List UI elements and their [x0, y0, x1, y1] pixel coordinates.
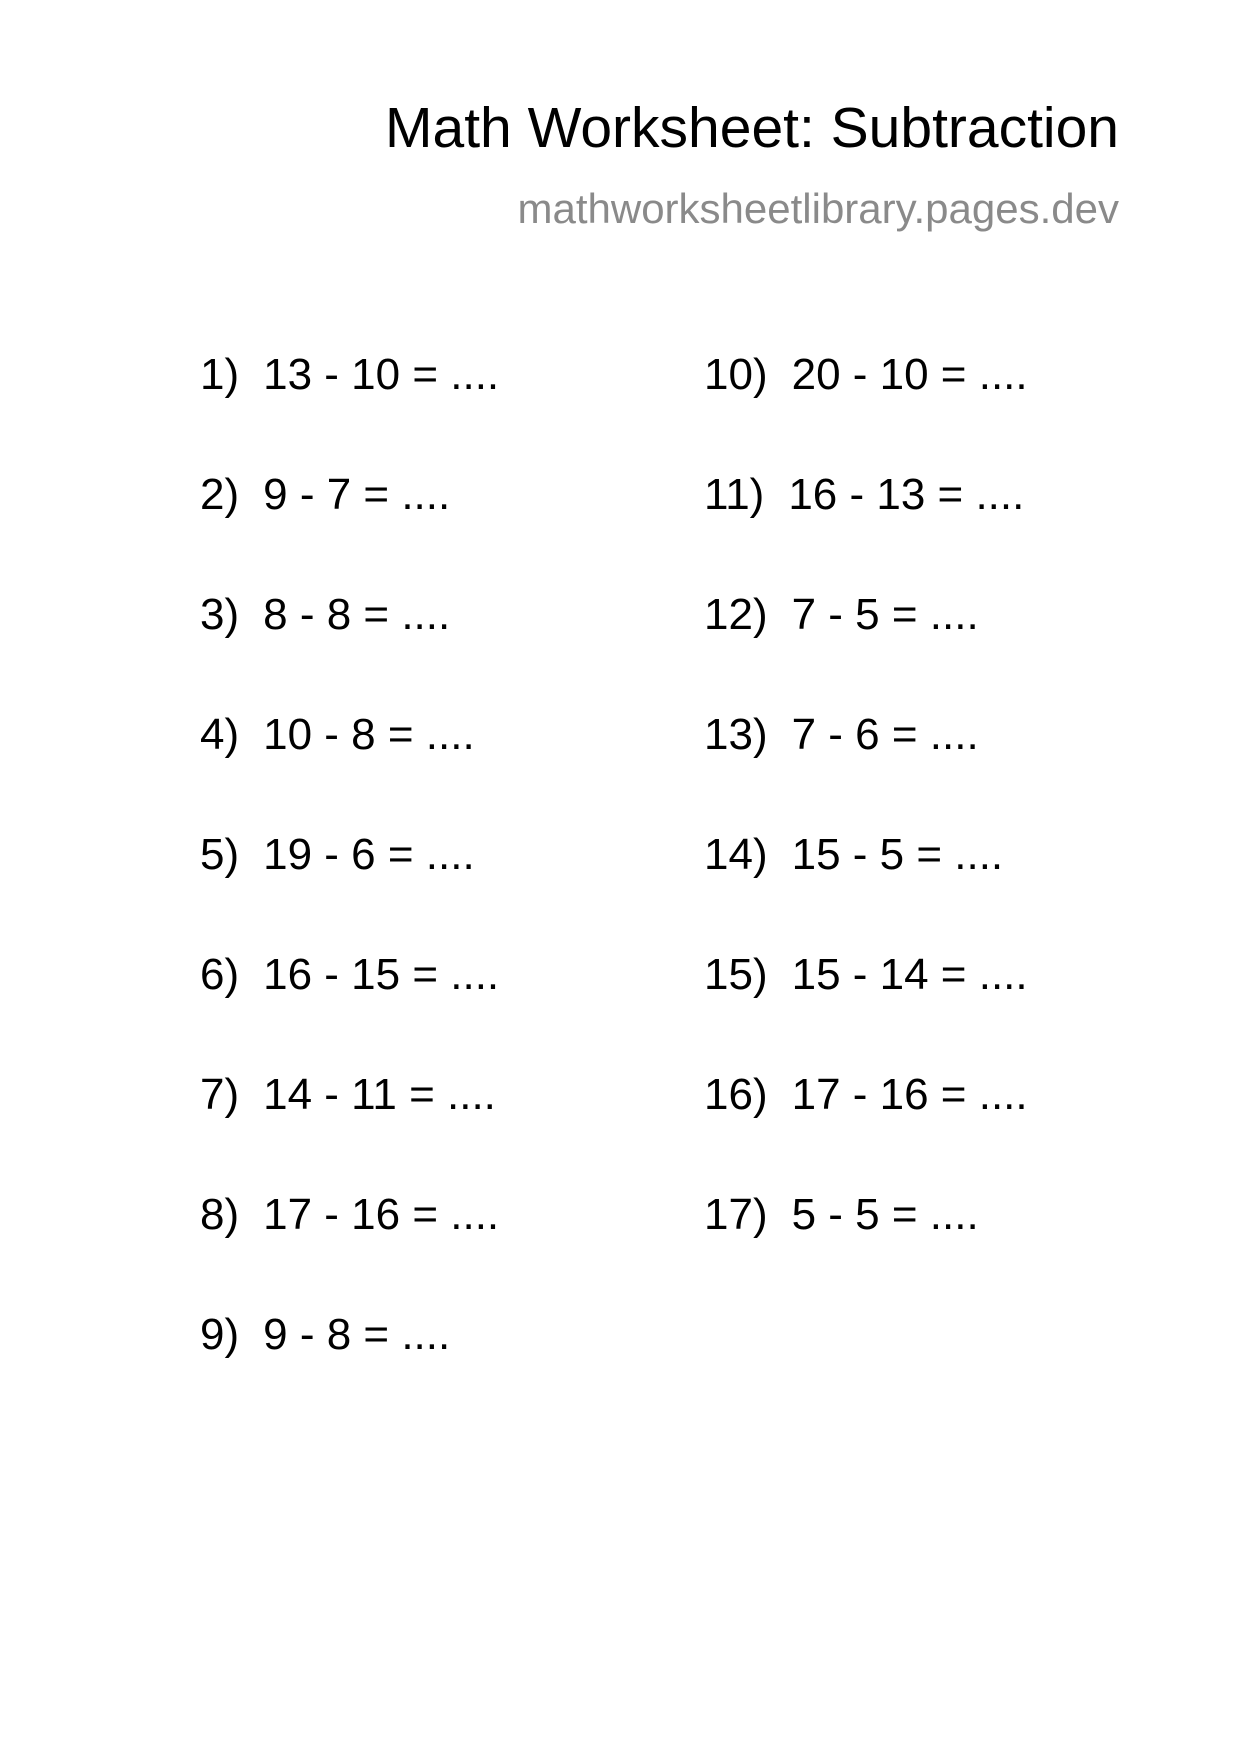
site-url: mathworksheetlibrary.pages.dev — [517, 185, 1119, 232]
problem-item — [200, 1309, 499, 1429]
problem-number: 8) — [200, 1190, 240, 1239]
problem-expression: 10 - 8 = .... — [263, 710, 475, 759]
problem-number: 4) — [200, 710, 240, 759]
problem-item — [704, 349, 1028, 469]
problem-item — [704, 469, 1028, 589]
problem-item — [200, 1189, 499, 1309]
problem-item — [200, 589, 499, 709]
problem-expression: 5 - 5 = .... — [791, 1190, 979, 1239]
problem-expression: 7 - 5 = .... — [791, 590, 979, 639]
problem-expression: 16 - 13 = .... — [788, 470, 1025, 519]
problem-expression: 8 - 8 = .... — [263, 590, 451, 639]
problem-expression: 13 - 10 = .... — [263, 350, 500, 399]
problem-item — [200, 349, 499, 469]
problem-item — [704, 1069, 1028, 1189]
problem-number: 6) — [200, 950, 240, 999]
problem-expression: 20 - 10 = .... — [791, 350, 1028, 399]
problem-expression: 17 - 16 = .... — [263, 1190, 500, 1239]
problem-number: 11) — [704, 470, 765, 519]
problem-item — [200, 469, 499, 589]
problem-expression: 7 - 6 = .... — [791, 710, 979, 759]
problem-expression: 15 - 14 = .... — [791, 950, 1028, 999]
worksheet-header — [385, 96, 1119, 232]
problem-number: 1) — [200, 350, 240, 399]
problem-column-right — [704, 349, 1028, 1309]
problem-number: 13) — [704, 710, 768, 759]
problem-number: 10) — [704, 350, 768, 399]
problem-number: 3) — [200, 590, 240, 639]
problem-number: 5) — [200, 830, 240, 879]
problem-number: 9) — [200, 1310, 240, 1359]
problem-item — [200, 829, 499, 949]
problem-item — [200, 709, 499, 829]
problem-expression: 9 - 7 = .... — [263, 470, 451, 519]
problem-number: 7) — [200, 1070, 240, 1119]
problem-item — [704, 1189, 1028, 1309]
problem-expression: 15 - 5 = .... — [791, 830, 1004, 879]
problem-column-left — [200, 349, 499, 1429]
problem-expression: 9 - 8 = .... — [263, 1310, 451, 1359]
problem-number: 2) — [200, 470, 240, 519]
problem-number: 16) — [704, 1070, 768, 1119]
problem-number: 15) — [704, 950, 768, 999]
problem-item — [704, 709, 1028, 829]
problem-number: 17) — [704, 1190, 768, 1239]
problem-expression: 19 - 6 = .... — [263, 830, 475, 879]
problem-expression: 17 - 16 = .... — [791, 1070, 1028, 1119]
problem-number: 12) — [704, 590, 768, 639]
problem-item — [200, 949, 499, 1069]
problem-expression: 14 - 11 = .... — [263, 1070, 496, 1119]
problem-expression: 16 - 15 = .... — [263, 950, 500, 999]
problem-item — [704, 589, 1028, 709]
problem-number: 14) — [704, 830, 768, 879]
problem-item — [200, 1069, 499, 1189]
problem-item — [704, 829, 1028, 949]
problem-item — [704, 949, 1028, 1069]
page-title: Math Worksheet: Subtraction — [385, 96, 1119, 160]
